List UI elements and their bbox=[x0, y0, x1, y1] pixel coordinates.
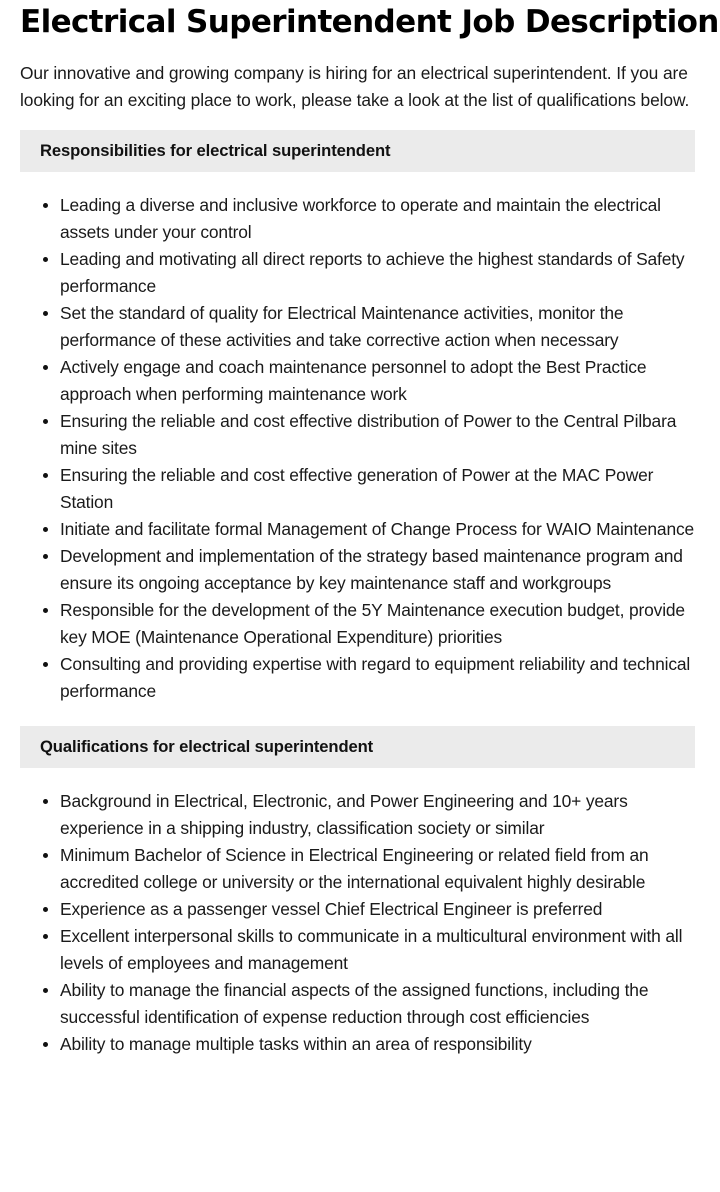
list-item: Responsible for the development of the 5Y Maintenance execution budget, provide key MOE (Maintenance Operational Expenditure) priorities bbox=[60, 597, 695, 651]
list-item: Ensuring the reliable and cost effective generation of Power at the MAC Power Station bbox=[60, 462, 695, 516]
list-item: Leading and motivating all direct reports to achieve the highest standards of Safety performance bbox=[60, 246, 695, 300]
list-item: Ability to manage the financial aspects of the assigned functions, including the successful identification of expense reduction through cost efficiencies bbox=[60, 977, 695, 1031]
list-item: Consulting and providing expertise with regard to equipment reliability and technical performance bbox=[60, 651, 695, 705]
intro-paragraph: Our innovative and growing company is hiring for an electrical superintendent. If you are looking for an exciting place to work, please take a look at the list of qualifications below. bbox=[20, 63, 690, 110]
section-spacer bbox=[20, 705, 695, 710]
responsibilities-list bbox=[20, 192, 695, 705]
qualifications-section bbox=[20, 726, 695, 1058]
list-item: Leading a diverse and inclusive workforce to operate and maintain the electrical assets under your control bbox=[60, 192, 695, 246]
page-title: Electrical Superintendent Job Description bbox=[20, 4, 719, 40]
job-description-page bbox=[20, 0, 719, 1058]
qualifications-header: Qualifications for electrical superintendent bbox=[20, 726, 695, 768]
list-item: Ensuring the reliable and cost effective distribution of Power to the Central Pilbara mine sites bbox=[60, 408, 695, 462]
list-item: Experience as a passenger vessel Chief Electrical Engineer is preferred bbox=[60, 896, 695, 923]
list-item: Background in Electrical, Electronic, and Power Engineering and 10+ years experience in a shipping industry, classification society or similar bbox=[60, 788, 695, 842]
list-item: Ability to manage multiple tasks within an area of responsibility bbox=[60, 1031, 695, 1058]
list-item: Actively engage and coach maintenance personnel to adopt the Best Practice approach when performing maintenance work bbox=[60, 354, 695, 408]
list-item: Initiate and facilitate formal Management of Change Process for WAIO Maintenance bbox=[60, 516, 695, 543]
list-item: Minimum Bachelor of Science in Electrical Engineering or related field from an accredited college or university or the international equivalent highly desirable bbox=[60, 842, 695, 896]
responsibilities-section bbox=[20, 130, 695, 705]
responsibilities-header: Responsibilities for electrical superintendent bbox=[20, 130, 695, 172]
qualifications-list bbox=[20, 788, 695, 1058]
list-item: Set the standard of quality for Electrical Maintenance activities, monitor the performance of these activities and take corrective action when necessary bbox=[60, 300, 695, 354]
list-item: Development and implementation of the strategy based maintenance program and ensure its ongoing acceptance by key maintenance staff and workgroups bbox=[60, 543, 695, 597]
list-item: Excellent interpersonal skills to communicate in a multicultural environment with all levels of employees and management bbox=[60, 923, 695, 977]
